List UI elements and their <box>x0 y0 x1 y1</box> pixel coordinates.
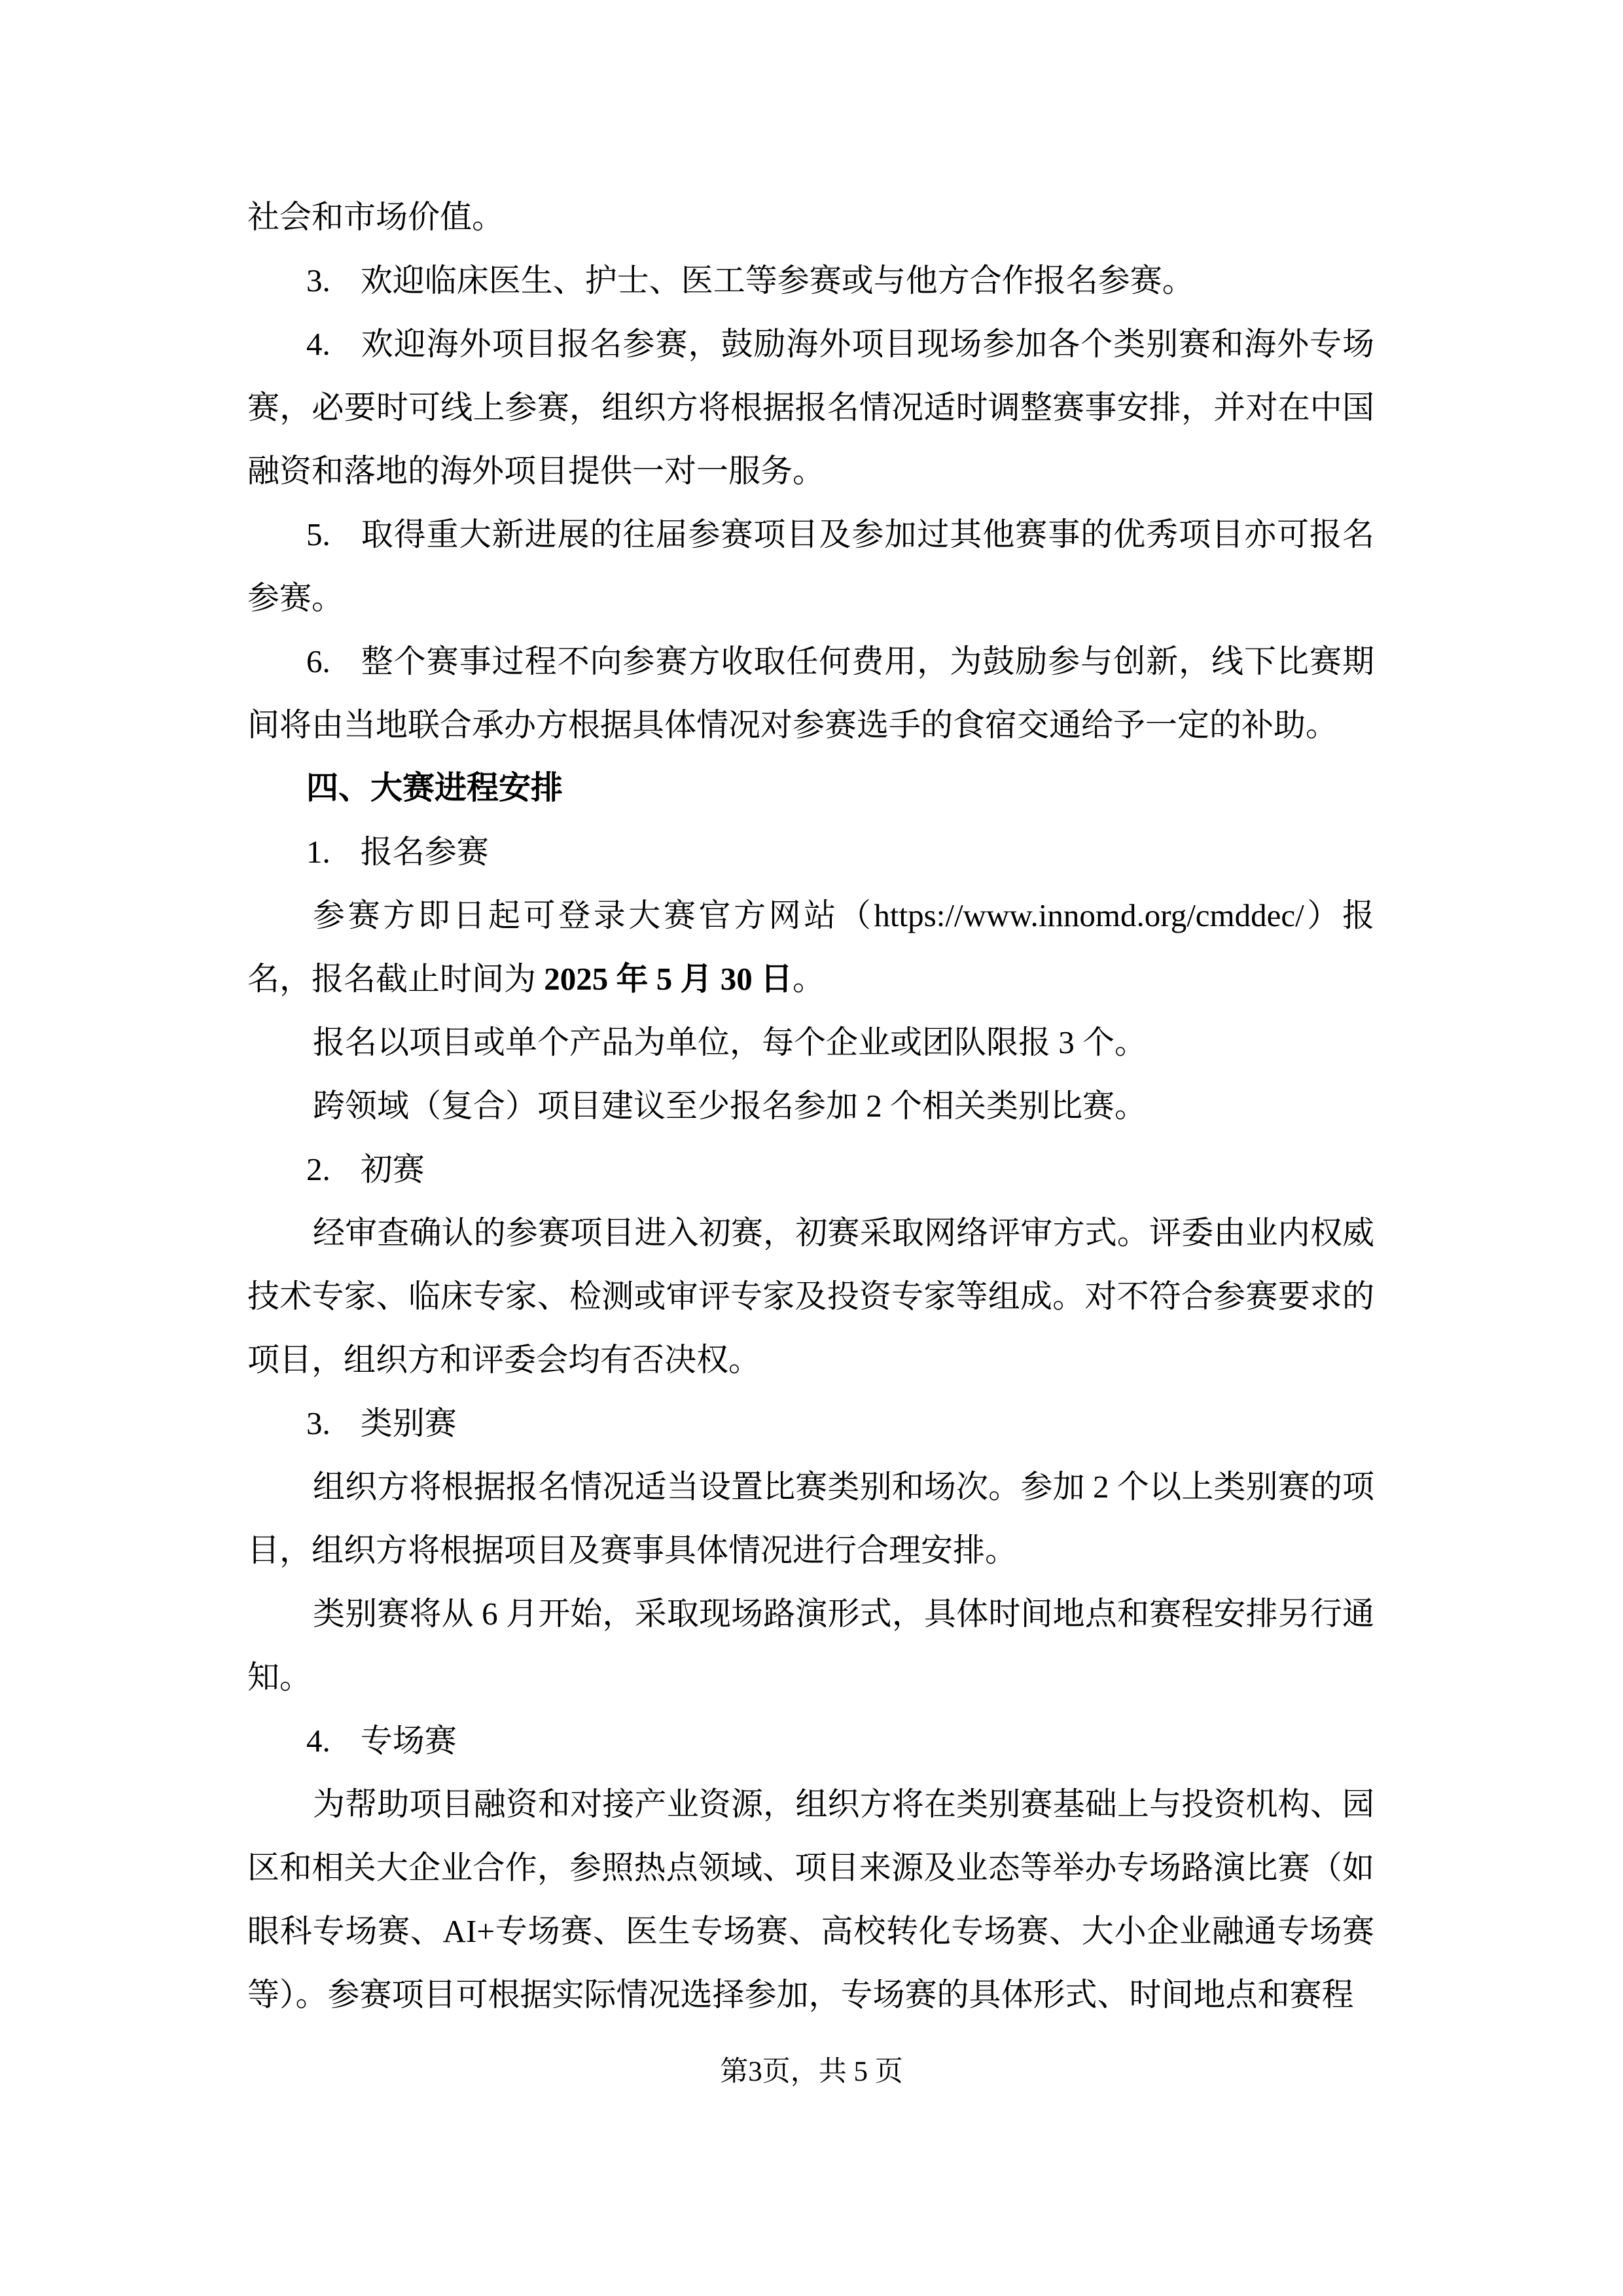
sub-item-4-special <box>247 1709 1374 1772</box>
paragraph-category-schedule <box>247 1582 1374 1709</box>
text-run: 取得重大新进展的往届参赛项目及参加过其他赛事的优秀项目亦可报名参赛。 <box>247 516 1374 616</box>
text-run: 社会和市场价值。 <box>247 199 505 235</box>
page-footer: 第3页，共 5 页 <box>720 2056 903 2087</box>
website-url: https://www.innomd.org/cmddec/ <box>874 897 1304 933</box>
text-run: 专场赛 <box>360 1723 457 1759</box>
paragraph-continuation <box>247 185 1374 249</box>
list-number: 4. <box>306 1723 330 1759</box>
list-number: 3. <box>306 262 330 298</box>
text-run: 参赛方即日起可登录大赛官方网站（ <box>313 897 874 933</box>
text-run: 为帮助项目融资和对接产业资源，组织方将在类别赛基础上与投资机构、园区和相关大企业合作，参照热点领域、项目来源及业态等举办专场路演比赛（如眼科专场赛、AI+专场赛、医生专场赛、高校转化专场赛、大小企业融通专场赛等）。参赛项目可根据实际情况选择参加，专场赛的具体形式、时间地点和赛程 <box>247 1786 1374 2013</box>
text-run: 类别赛将从 6 月开始，采取现场路演形式，具体时间地点和赛程安排另行通知。 <box>247 1596 1374 1695</box>
paragraph-cross-domain <box>247 1074 1374 1138</box>
list-item-3 <box>247 249 1374 312</box>
text-run: 。 <box>793 961 825 997</box>
deadline-date: 2025 年 5 月 30 日 <box>544 961 793 997</box>
text-run: 报名以项目或单个产品为单位，每个企业或团队限报 3 个。 <box>313 1024 1147 1060</box>
list-number: 5. <box>306 516 330 552</box>
paragraph-signup-site <box>247 884 1374 1011</box>
document-content <box>247 185 1374 2026</box>
section-heading-4 <box>247 757 1374 820</box>
text-run: 初赛 <box>360 1151 425 1187</box>
list-number: 6. <box>306 643 330 679</box>
list-number: 4. <box>306 326 330 362</box>
text-run: 经审查确认的参赛项目进入初赛，初赛采取网络评审方式。评委由业内权威技术专家、临床专家、检测或审评专家及投资专家等组成。对不符合参赛要求的项目，组织方和评委会均有否决权。 <box>247 1215 1374 1378</box>
text-run: 类别赛 <box>360 1405 457 1441</box>
text-run: 跨领域（复合）项目建议至少报名参加 2 个相关类别比赛。 <box>313 1088 1147 1124</box>
text-run: 四、大赛进程安排 <box>306 770 563 806</box>
paragraph-special <box>247 1772 1374 2026</box>
text-run: 整个赛事过程不向参赛方收取任何费用，为鼓励参与创新，线下比赛期间将由当地联合承办方根据具体情况对参赛选手的食宿交通给予一定的补助。 <box>247 643 1374 743</box>
paragraph-preliminary <box>247 1201 1374 1391</box>
sub-item-1-signup <box>247 820 1374 884</box>
paragraph-signup-unit <box>247 1011 1374 1074</box>
list-item-5 <box>247 503 1374 630</box>
list-number: 2. <box>306 1151 330 1187</box>
list-number: 3. <box>306 1405 330 1441</box>
text-run: 报名参赛 <box>360 834 489 870</box>
text-run: 欢迎海外项目报名参赛，鼓励海外项目现场参加各个类别赛和海外专场赛，必要时可线上参赛，组织方将根据报名情况适时调整赛事安排，并对在中国融资和落地的海外项目提供一对一服务。 <box>247 326 1374 489</box>
list-item-6 <box>247 630 1374 757</box>
sub-item-2-preliminary <box>247 1138 1374 1201</box>
list-number: 1. <box>306 834 330 870</box>
text-run: 欢迎临床医生、护士、医工等参赛或与他方合作报名参赛。 <box>360 262 1194 298</box>
sub-item-3-category <box>247 1391 1374 1455</box>
text-run: ）报名，报名截止时间为 <box>247 897 1374 997</box>
list-item-4 <box>247 312 1374 503</box>
paragraph-category-setup <box>247 1455 1374 1582</box>
text-run: 组织方将根据报名情况适当设置比赛类别和场次。参加 2 个以上类别赛的项目，组织方将根据项目及赛事具体情况进行合理安排。 <box>247 1469 1374 1568</box>
